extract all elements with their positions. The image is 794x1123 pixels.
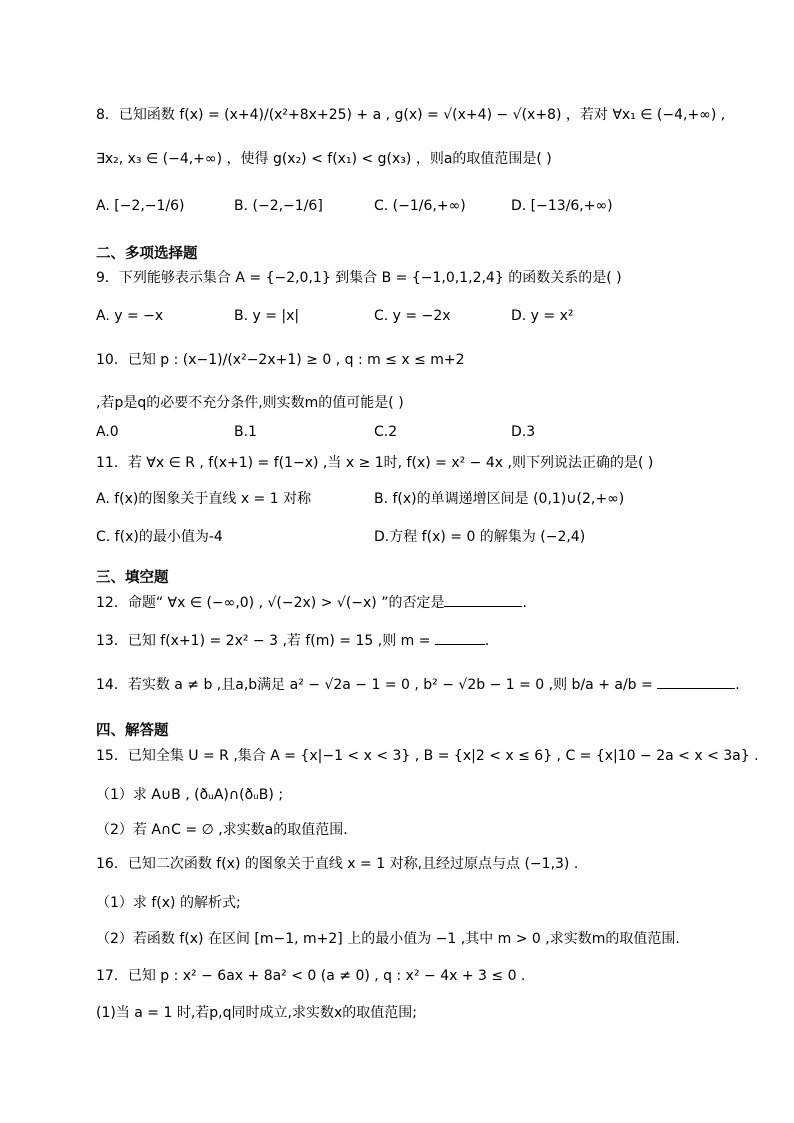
question-13: 13．已知 f(x+1) = 2x² − 3 ,若 f(m) = 15 ,则 m = . — [96, 630, 698, 651]
question-15-part-1: （1）求 A∪B , (ðᵤA)∩(ðᵤB) ; — [96, 787, 284, 803]
question-16-part-2: （2）若函数 f(x) 在区间 [m−1, m+2] 上的最小值为 −1 ,其中 m > 0 ,求实数m的取值范围. — [96, 931, 680, 947]
question-16-stem: 16．已知二次函数 f(x) 的图象关于直线 x = 1 对称,且经过原点与点 (−1,3) . — [96, 856, 579, 872]
question-17-part-1: (1)当 a = 1 时,若p,q同时成立,求实数x的取值范围; — [96, 1005, 417, 1021]
section-heading-solutions: 四、解答题 — [96, 723, 169, 739]
question-8-option-a: A. [−2,−1/6) — [96, 198, 185, 214]
question-11-option-c: C. f(x)的最小值为-4 — [96, 529, 223, 545]
question-11-option-a: A. f(x)的图象关于直线 x = 1 对称 — [96, 491, 312, 507]
question-9-option-c: C. y = −2x — [374, 308, 451, 324]
section-heading-multiple-choice: 二、多项选择题 — [96, 246, 198, 262]
question-15-part-2: （2）若 A∩C = ∅ ,求实数a的取值范围. — [96, 822, 348, 838]
question-11-stem: 11．若 ∀x ∈ R , f(x+1) = f(1−x) ,当 x ≥ 1时, f(x) = x² − 4x ,则下列说法正确的是( ) — [96, 455, 654, 471]
answer-blank — [657, 674, 735, 689]
question-10-continuation: ,若p是q的必要不充分条件,则实数m的值可能是( ) — [96, 395, 404, 411]
question-17-stem: 17．已知 p : x² − 6ax + 8a² < 0 (a ≠ 0) , q : x² − 4x + 3 ≤ 0 . — [96, 968, 526, 984]
section-heading-fill-in: 三、填空题 — [96, 570, 169, 586]
question-15-stem: 15．已知全集 U = R ,集合 A = {x|−1 < x < 3} , B = {x|2 < x ≤ 6} , C = {x|10 − 2a < x < 3a} . — [96, 748, 759, 764]
question-8-option-d: D. [−13/6,+∞) — [511, 198, 613, 214]
answer-blank — [444, 592, 522, 607]
question-16-part-1: （1）求 f(x) 的解析式; — [96, 895, 241, 911]
question-8-line-2: ∃x₂, x₃ ∈ (−4,+∞) ，使得 g(x₂) < f(x₁) < g(x₃) ，则a的取值范围是( ) — [96, 151, 552, 167]
question-10-option-c: C.2 — [374, 424, 398, 440]
question-8-line-1: 8．已知函数 f(x) = (x+4)/(x²+8x+25) + a , g(x) = √(x+4) − √(x+8) ，若对 ∀x₁ ∈ (−4,+∞) , — [96, 107, 726, 123]
question-14-text: 14．若实数 a ≠ b ,且a,b满足 a² − √2a − 1 = 0 , b² − √2b − 1 = 0 ,则 b/a + a/b = — [96, 677, 653, 693]
question-10-option-b: B.1 — [234, 424, 257, 440]
question-13-text: 13．已知 f(x+1) = 2x² − 3 ,若 f(m) = 15 ,则 m = — [96, 633, 431, 649]
question-9-option-a: A. y = −x — [96, 308, 164, 324]
question-11-option-d: D.方程 f(x) = 0 的解集为 (−2,4) — [374, 529, 586, 545]
answer-blank — [435, 630, 485, 645]
question-9-option-b: B. y = |x| — [234, 308, 300, 324]
question-10-stem: 10．已知 p : (x−1)/(x²−2x+1) ≥ 0 , q : m ≤ x ≤ m+2 — [96, 352, 465, 368]
question-8-option-b: B. (−2,−1/6] — [234, 198, 323, 214]
question-10-option-d: D.3 — [511, 424, 536, 440]
question-12-text: 12．命题“ ∀x ∈ (−∞,0) , √(−2x) > √(−x) ”的否定是 — [96, 595, 445, 611]
question-8-option-c: C. (−1/6,+∞) — [374, 198, 466, 214]
question-9-stem: 9．下列能够表示集合 A = {−2,0,1} 到集合 B = {−1,0,1,2,4} 的函数关系的是( ) — [96, 270, 622, 286]
question-9-option-d: D. y = x² — [511, 308, 574, 324]
question-11-option-b: B. f(x)的单调递增区间是 (0,1)∪(2,+∞) — [374, 491, 625, 507]
question-10-option-a: A.0 — [96, 424, 119, 440]
question-14: 14．若实数 a ≠ b ,且a,b满足 a² − √2a − 1 = 0 , b² − √2b − 1 = 0 ,则 b/a + a/b = . — [96, 674, 698, 695]
question-12: 12．命题“ ∀x ∈ (−∞,0) , √(−2x) > √(−x) ”的否定是 . — [96, 592, 698, 613]
